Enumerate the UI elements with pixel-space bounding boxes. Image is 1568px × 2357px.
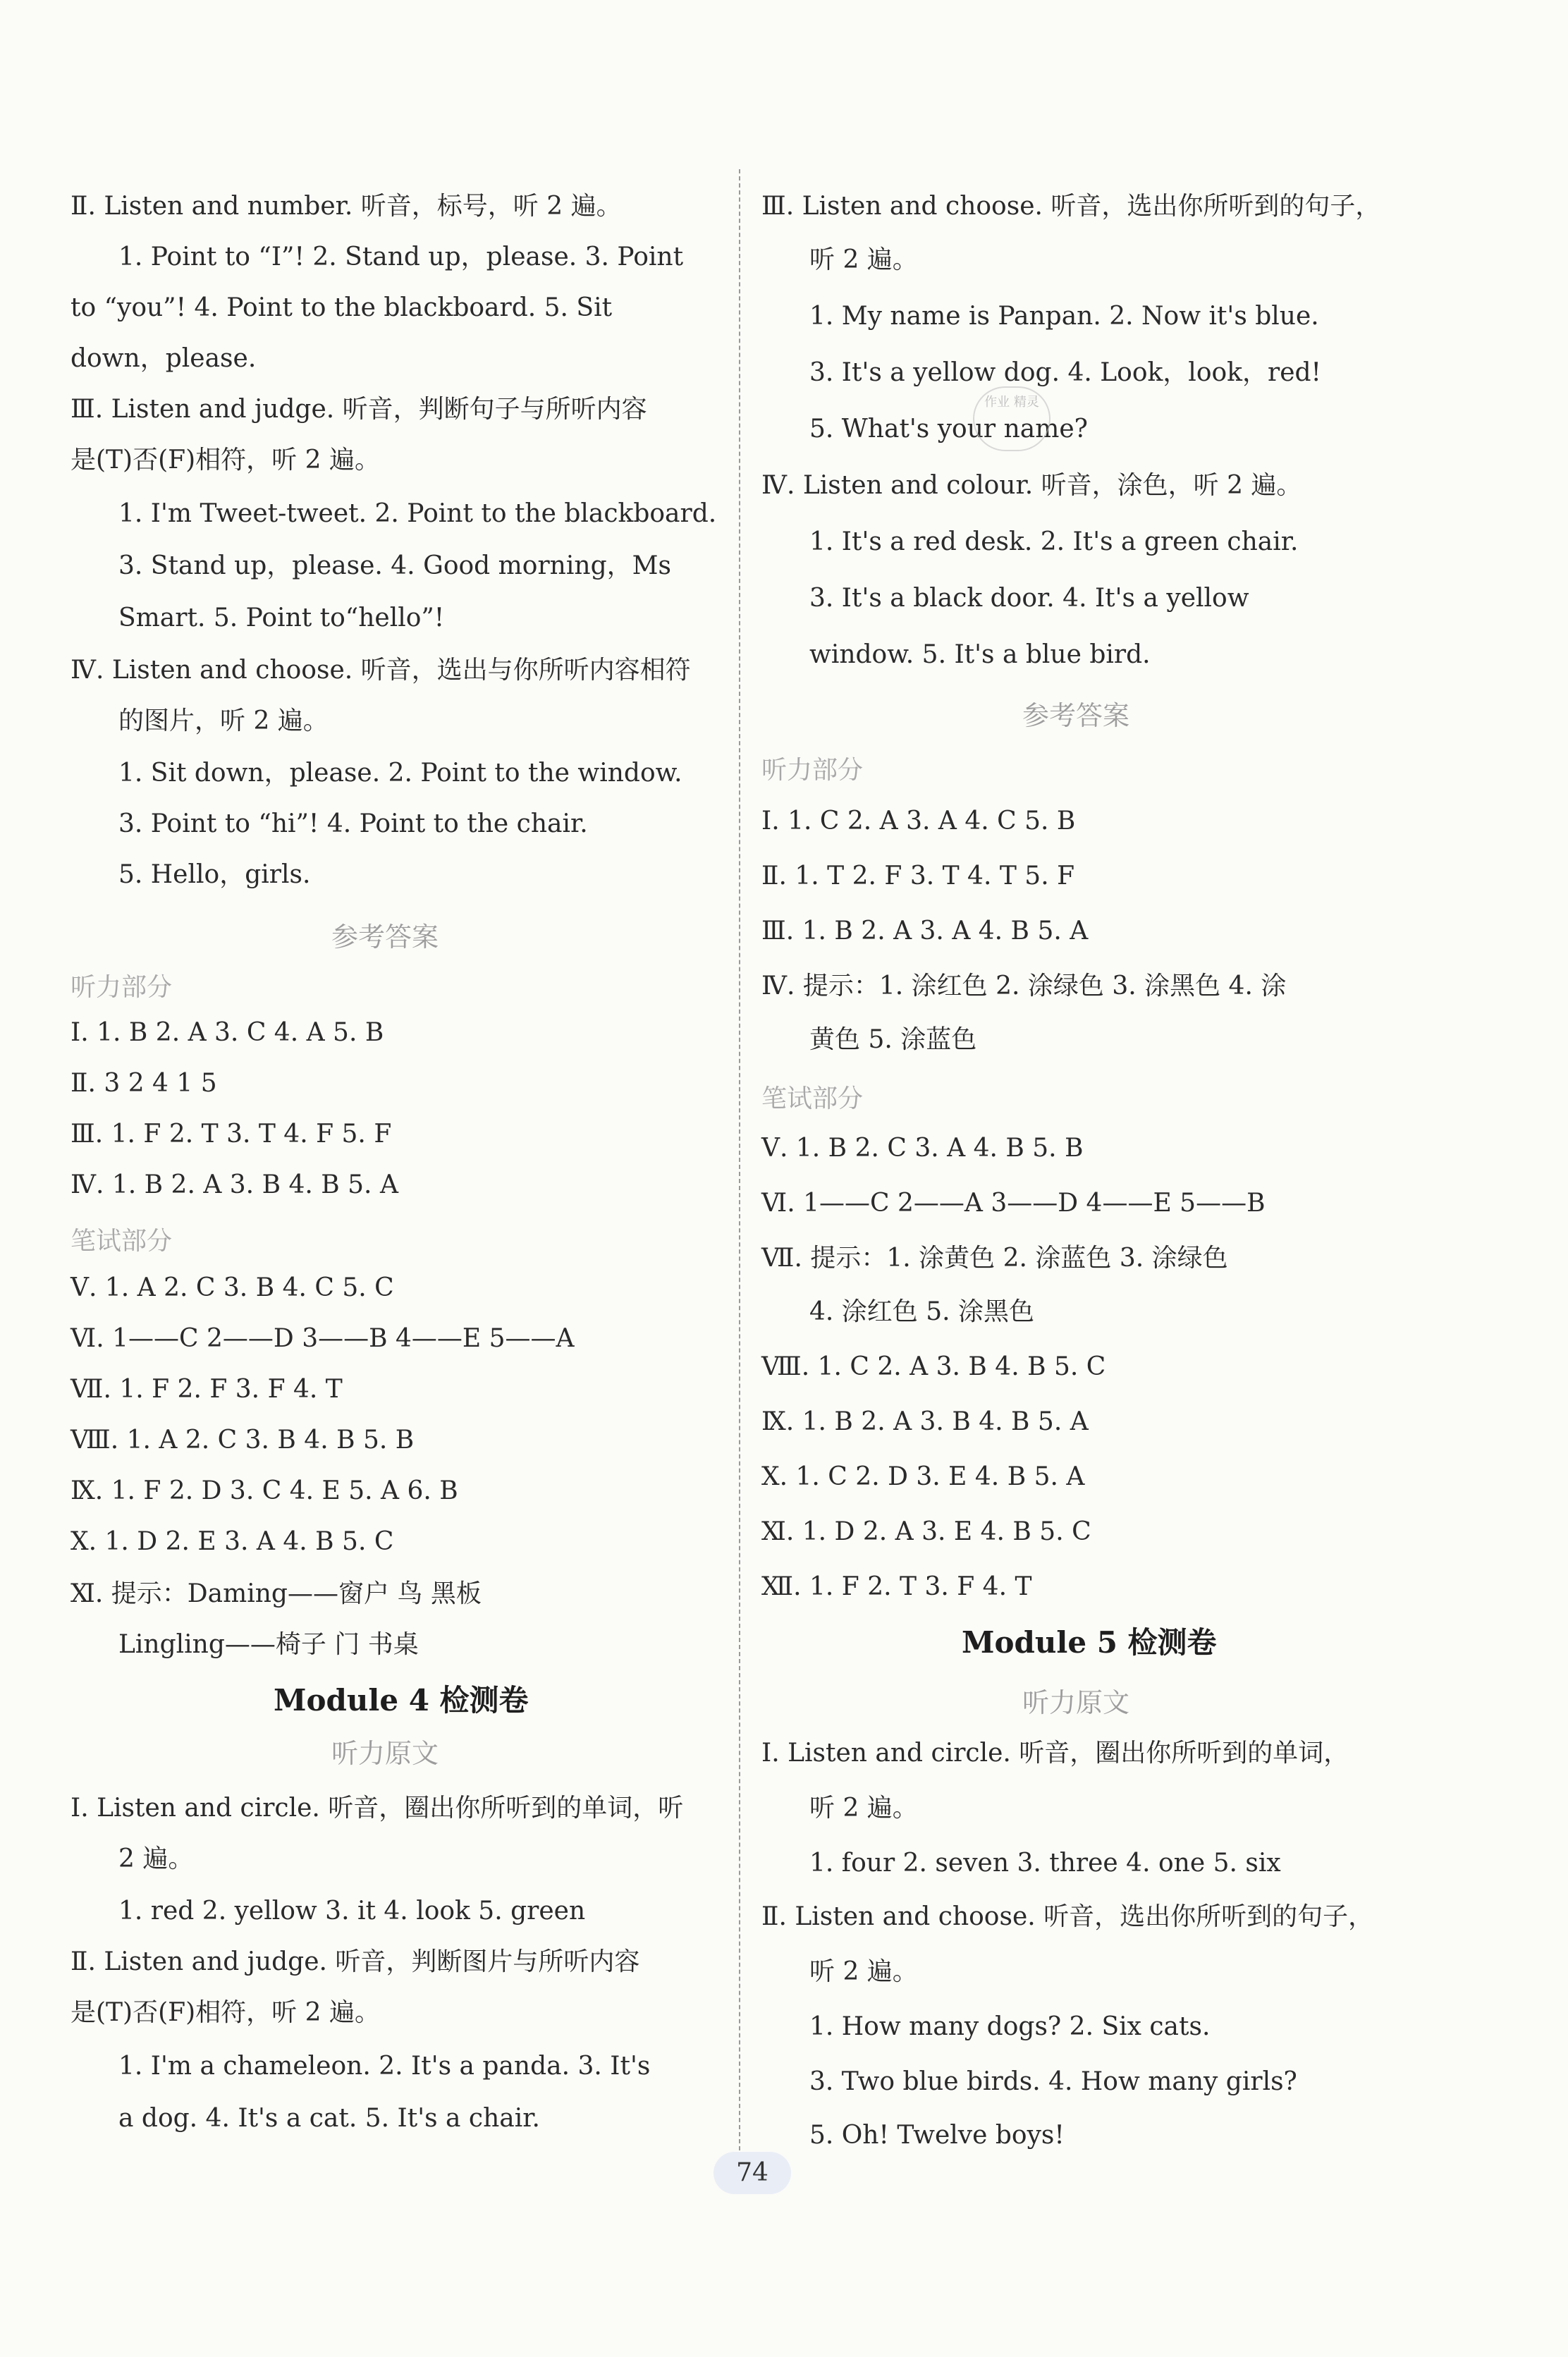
text-line: 1. I'm Tweet-tweet. 2. Point to the blackboard. [118,499,717,528]
text-line: 1. My name is Panpan. 2. Now it's blue. [809,302,1319,331]
text-line: 1. Point to “I”! 2. Stand up，please. 3. Point [118,243,684,271]
text-line: 5. What's your name? [809,415,1088,443]
section-heading: Ⅱ. Listen and choose. 听音，选出你所听到的句子， [761,1902,1374,1931]
text-line: 是(T)否(F)相符，听 2 遍。 [71,446,380,475]
text-line: 听 2 遍。 [809,1957,918,1986]
text-line: 2 遍。 [118,1844,194,1873]
text-line: 听 2 遍。 [809,1794,918,1823]
answer-line: Ⅶ. 1. F 2. F 3. F 4. T [71,1375,343,1404]
text-line: 5. Hello，girls. [118,860,311,889]
text-line: 1. red 2. yellow 3. it 4. look 5. green [118,1897,586,1926]
answer-line: Ⅱ. 1. T 2. F 3. T 4. T 5. F [761,862,1075,890]
answer-line: Ⅺ. 提示：Daming——窗户 鸟 黑板 [71,1579,482,1608]
text-line: 1. How many dogs? 2. Six cats. [809,2012,1211,2041]
text-line: 1. Sit down，please. 2. Point to the window. [118,759,682,788]
written-part-label: 笔试部分 [761,1084,864,1113]
listening-part-label: 听力部分 [761,756,864,785]
section-heading: Ⅳ. Listen and colour. 听音，涂色，听 2 遍。 [761,471,1302,500]
module-4-title: Module 4 检测卷 [274,1683,529,1718]
text-line: 听 2 遍。 [809,245,918,274]
text-line: 3. Stand up，please. 4. Good morning，Ms [118,551,671,580]
text-line: 5. Oh! Twelve boys! [809,2121,1065,2150]
answer-line: Ⅷ. 1. A 2. C 3. B 4. B 5. B [71,1426,415,1455]
answer-line: Ⅰ. 1. C 2. A 3. A 4. C 5. B [761,807,1076,835]
answer-line: Ⅺ. 1. D 2. A 3. E 4. B 5. C [761,1517,1091,1546]
answer-line: Ⅳ. 提示：1. 涂红色 2. 涂绿色 3. 涂黑色 4. 涂 [761,972,1287,1000]
text-line: 1. I'm a chameleon. 2. It's a panda. 3. It's [118,2052,651,2081]
answer-line: Ⅱ. 3 2 4 1 5 [71,1069,217,1098]
listening-text-heading: 听力原文 [331,1738,439,1769]
section-heading: Ⅰ. Listen and circle. 听音，圈出你所听到的单词，听 [71,1794,684,1823]
answer-line: Ⅲ. 1. B 2. A 3. A 4. B 5. A [761,917,1089,945]
answer-line: Ⅵ. 1——C 2——A 3——D 4——E 5——B [761,1189,1266,1218]
answer-line: Ⅹ. 1. C 2. D 3. E 4. B 5. A [761,1462,1085,1491]
text-line: 3. Point to “hi”! 4. Point to the chair. [118,809,588,838]
text-line: 3. It's a black door. 4. It's a yellow [809,584,1249,613]
module-5-title: Module 5 检测卷 [962,1625,1217,1660]
column-divider [739,169,740,2157]
section-heading: Ⅰ. Listen and circle. 听音，圈出你所听到的单词， [761,1739,1349,1768]
watermark-stamp: 作业 精灵 [973,386,1051,451]
text-line: Smart. 5. Point to“hello”! [118,604,445,632]
answer-line: Ⅲ. 1. F 2. T 3. T 4. F 5. F [71,1120,392,1149]
section-heading: Ⅳ. Listen and choose. 听音，选出与你所听内容相符 [71,656,691,685]
answer-line: Ⅷ. 1. C 2. A 3. B 4. B 5. C [761,1352,1106,1381]
answer-line: Ⅸ. 1. F 2. D 3. C 4. E 5. A 6. B [71,1476,458,1505]
text-line: window. 5. It's a blue bird. [809,640,1151,669]
answer-line: Ⅰ. 1. B 2. A 3. C 4. A 5. B [71,1018,384,1047]
listening-text-heading: 听力原文 [1022,1687,1130,1718]
answer-heading: 参考答案 [1022,700,1130,731]
text-line: 3. It's a yellow dog. 4. Look，look，red! [809,358,1322,387]
answer-line: Ⅴ. 1. B 2. C 3. A 4. B 5. B [761,1134,1084,1163]
text-line: 3. Two blue birds. 4. How many girls? [809,2067,1297,2096]
listening-part-label: 听力部分 [71,973,173,1002]
answer-line: Ⅸ. 1. B 2. A 3. B 4. B 5. A [761,1407,1089,1436]
section-heading: Ⅲ. Listen and choose. 听音，选出你所听到的句子， [761,192,1381,221]
section-heading: Ⅱ. Listen and judge. 听音，判断图片与所听内容 [71,1947,640,1976]
text-line: a dog. 4. It's a cat. 5. It's a chair. [118,2104,540,2133]
text-line: down，please. [71,344,257,373]
page-number: 74 [713,2152,791,2194]
answer-line: Ⅴ. 1. A 2. C 3. B 4. C 5. C [71,1273,394,1302]
text-line: 1. four 2. seven 3. three 4. one 5. six [809,1849,1281,1878]
answer-line: Ⅵ. 1——C 2——D 3——B 4——E 5——A [71,1324,575,1353]
section-heading: Ⅲ. Listen and judge. 听音，判断句子与所听内容 [71,395,647,424]
section-heading: Ⅱ. Listen and number. 听音，标号，听 2 遍。 [71,192,622,221]
answer-line: Ⅹ. 1. D 2. E 3. A 4. B 5. C [71,1527,394,1556]
answer-line: Ⅶ. 提示：1. 涂黄色 2. 涂蓝色 3. 涂绿色 [761,1244,1228,1273]
answer-line: Ⅻ. 1. F 2. T 3. F 4. T [761,1572,1032,1601]
text-line: 是(T)否(F)相符，听 2 遍。 [71,1998,380,2027]
answer-line: Lingling——椅子 门 书桌 [118,1630,419,1659]
written-part-label: 笔试部分 [71,1227,173,1256]
answer-line: 黄色 5. 涂蓝色 [809,1025,977,1054]
text-line: to “you”! 4. Point to the blackboard. 5. Sit [71,293,613,322]
answer-line: Ⅳ. 1. B 2. A 3. B 4. B 5. A [71,1170,398,1199]
text-line: 1. It's a red desk. 2. It's a green chair. [809,527,1299,556]
text-line: 的图片，听 2 遍。 [118,706,329,735]
answer-line: 4. 涂红色 5. 涂黑色 [809,1297,1035,1326]
answer-heading: 参考答案 [331,922,439,953]
